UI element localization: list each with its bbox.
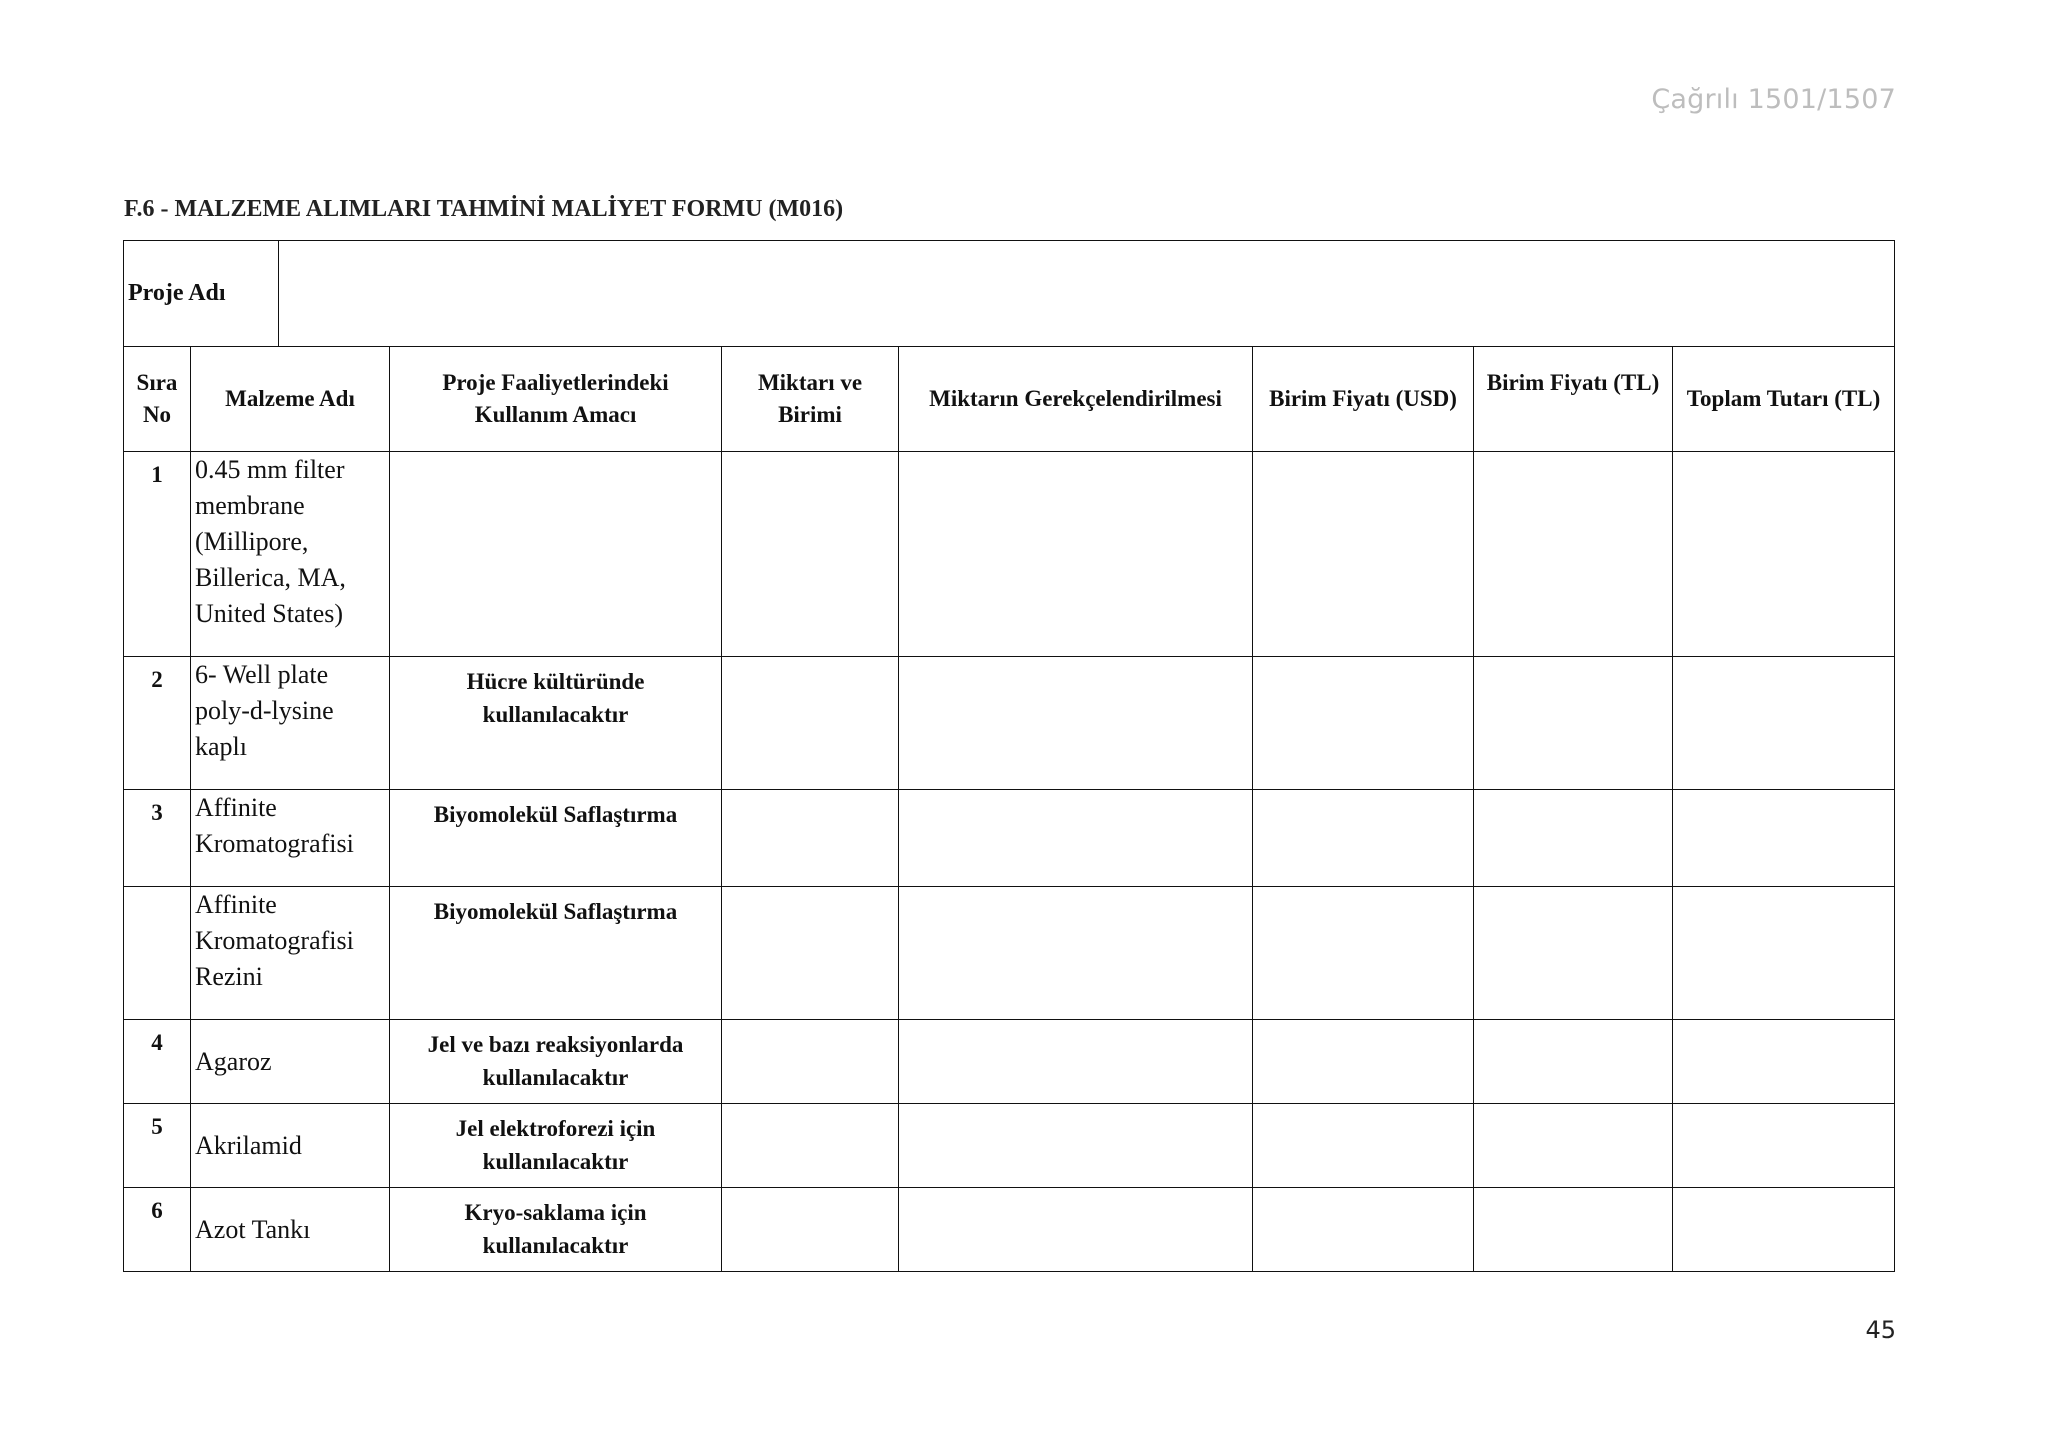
row-number: 3	[124, 790, 191, 887]
justification-cell[interactable]	[899, 657, 1253, 790]
quantity-cell[interactable]	[722, 887, 899, 1020]
table-row	[124, 1020, 1895, 1104]
table-header-row	[124, 347, 1895, 452]
usage-purpose: Biyomolekül Saflaştırma	[390, 790, 722, 887]
col-header-birim-fiyati-tl: Birim Fiyatı (TL)	[1474, 347, 1673, 452]
total-tl-cell[interactable]	[1673, 1020, 1895, 1104]
project-name-field[interactable]	[279, 241, 1895, 347]
table-row	[124, 452, 1895, 657]
total-tl-cell[interactable]	[1673, 887, 1895, 1020]
unit-price-tl-cell[interactable]	[1474, 452, 1673, 657]
usage-purpose: Biyomolekül Saflaştırma	[390, 887, 722, 1020]
total-tl-cell[interactable]	[1673, 657, 1895, 790]
total-tl-cell[interactable]	[1673, 1188, 1895, 1272]
row-number: 5	[124, 1104, 191, 1188]
page-number: 45	[1865, 1316, 1896, 1344]
material-name: 6- Well plate poly-d-lysine kaplı	[191, 657, 390, 790]
material-name: Affinite Kromatografisi Rezini	[191, 887, 390, 1020]
total-tl-cell[interactable]	[1673, 1104, 1895, 1188]
material-name: Agaroz	[191, 1020, 390, 1104]
unit-price-tl-cell[interactable]	[1474, 887, 1673, 1020]
quantity-cell[interactable]	[722, 1104, 899, 1188]
unit-price-usd-cell[interactable]	[1253, 1020, 1474, 1104]
row-number	[124, 887, 191, 1020]
quantity-cell[interactable]	[722, 1188, 899, 1272]
col-header-sira-no: Sıra No	[124, 347, 191, 452]
quantity-cell[interactable]	[722, 790, 899, 887]
col-header-miktar-birim: Miktarı ve Birimi	[722, 347, 899, 452]
justification-cell[interactable]	[899, 1020, 1253, 1104]
quantity-cell[interactable]	[722, 452, 899, 657]
unit-price-tl-cell[interactable]	[1474, 1104, 1673, 1188]
total-tl-cell[interactable]	[1673, 452, 1895, 657]
justification-cell[interactable]	[899, 790, 1253, 887]
unit-price-usd-cell[interactable]	[1253, 887, 1474, 1020]
material-name: 0.45 mm filter membrane (Millipore, Billerica, MA, United States)	[191, 452, 390, 657]
form-title: F.6 - MALZEME ALIMLARI TAHMİNİ MALİYET FORMU (M016)	[124, 196, 844, 222]
table-row	[124, 887, 1895, 1020]
unit-price-tl-cell[interactable]	[1474, 1188, 1673, 1272]
unit-price-usd-cell[interactable]	[1253, 1104, 1474, 1188]
justification-cell[interactable]	[899, 452, 1253, 657]
row-number: 6	[124, 1188, 191, 1272]
table-row	[124, 1188, 1895, 1272]
row-number: 2	[124, 657, 191, 790]
header-reference: Çağrılı 1501/1507	[1651, 84, 1896, 115]
quantity-cell[interactable]	[722, 1020, 899, 1104]
cost-form-table	[123, 240, 1895, 1272]
usage-purpose: Jel elektroforezi için kullanılacaktır	[390, 1104, 722, 1188]
justification-cell[interactable]	[899, 1104, 1253, 1188]
unit-price-usd-cell[interactable]	[1253, 452, 1474, 657]
row-number: 1	[124, 452, 191, 657]
unit-price-tl-cell[interactable]	[1474, 1020, 1673, 1104]
col-header-malzeme-adi: Malzeme Adı	[191, 347, 390, 452]
table-row	[124, 790, 1895, 887]
project-name-label: Proje Adı	[124, 241, 279, 347]
material-name: Affinite Kromatografisi	[191, 790, 390, 887]
usage-purpose: Jel ve bazı reaksiyonlarda kullanılacaktır	[390, 1020, 722, 1104]
usage-purpose: Kryo-saklama için kullanılacaktır	[390, 1188, 722, 1272]
col-header-kullanim-amaci: Proje Faaliyetlerindeki Kullanım Amacı	[390, 347, 722, 452]
unit-price-tl-cell[interactable]	[1474, 657, 1673, 790]
justification-cell[interactable]	[899, 887, 1253, 1020]
justification-cell[interactable]	[899, 1188, 1253, 1272]
material-name: Azot Tankı	[191, 1188, 390, 1272]
quantity-cell[interactable]	[722, 657, 899, 790]
col-header-birim-fiyati-usd: Birim Fiyatı (USD)	[1253, 347, 1474, 452]
table-row	[124, 1104, 1895, 1188]
total-tl-cell[interactable]	[1673, 790, 1895, 887]
unit-price-usd-cell[interactable]	[1253, 790, 1474, 887]
col-header-toplam-tutari-tl: Toplam Tutarı (TL)	[1673, 347, 1895, 452]
project-row	[124, 241, 1895, 347]
usage-purpose: Hücre kültüründe kullanılacaktır	[390, 657, 722, 790]
unit-price-usd-cell[interactable]	[1253, 657, 1474, 790]
col-header-gerekce: Miktarın Gerekçelendirilmesi	[899, 347, 1253, 452]
unit-price-usd-cell[interactable]	[1253, 1188, 1474, 1272]
unit-price-tl-cell[interactable]	[1474, 790, 1673, 887]
table-row	[124, 657, 1895, 790]
row-number: 4	[124, 1020, 191, 1104]
usage-purpose	[390, 452, 722, 657]
material-name: Akrilamid	[191, 1104, 390, 1188]
